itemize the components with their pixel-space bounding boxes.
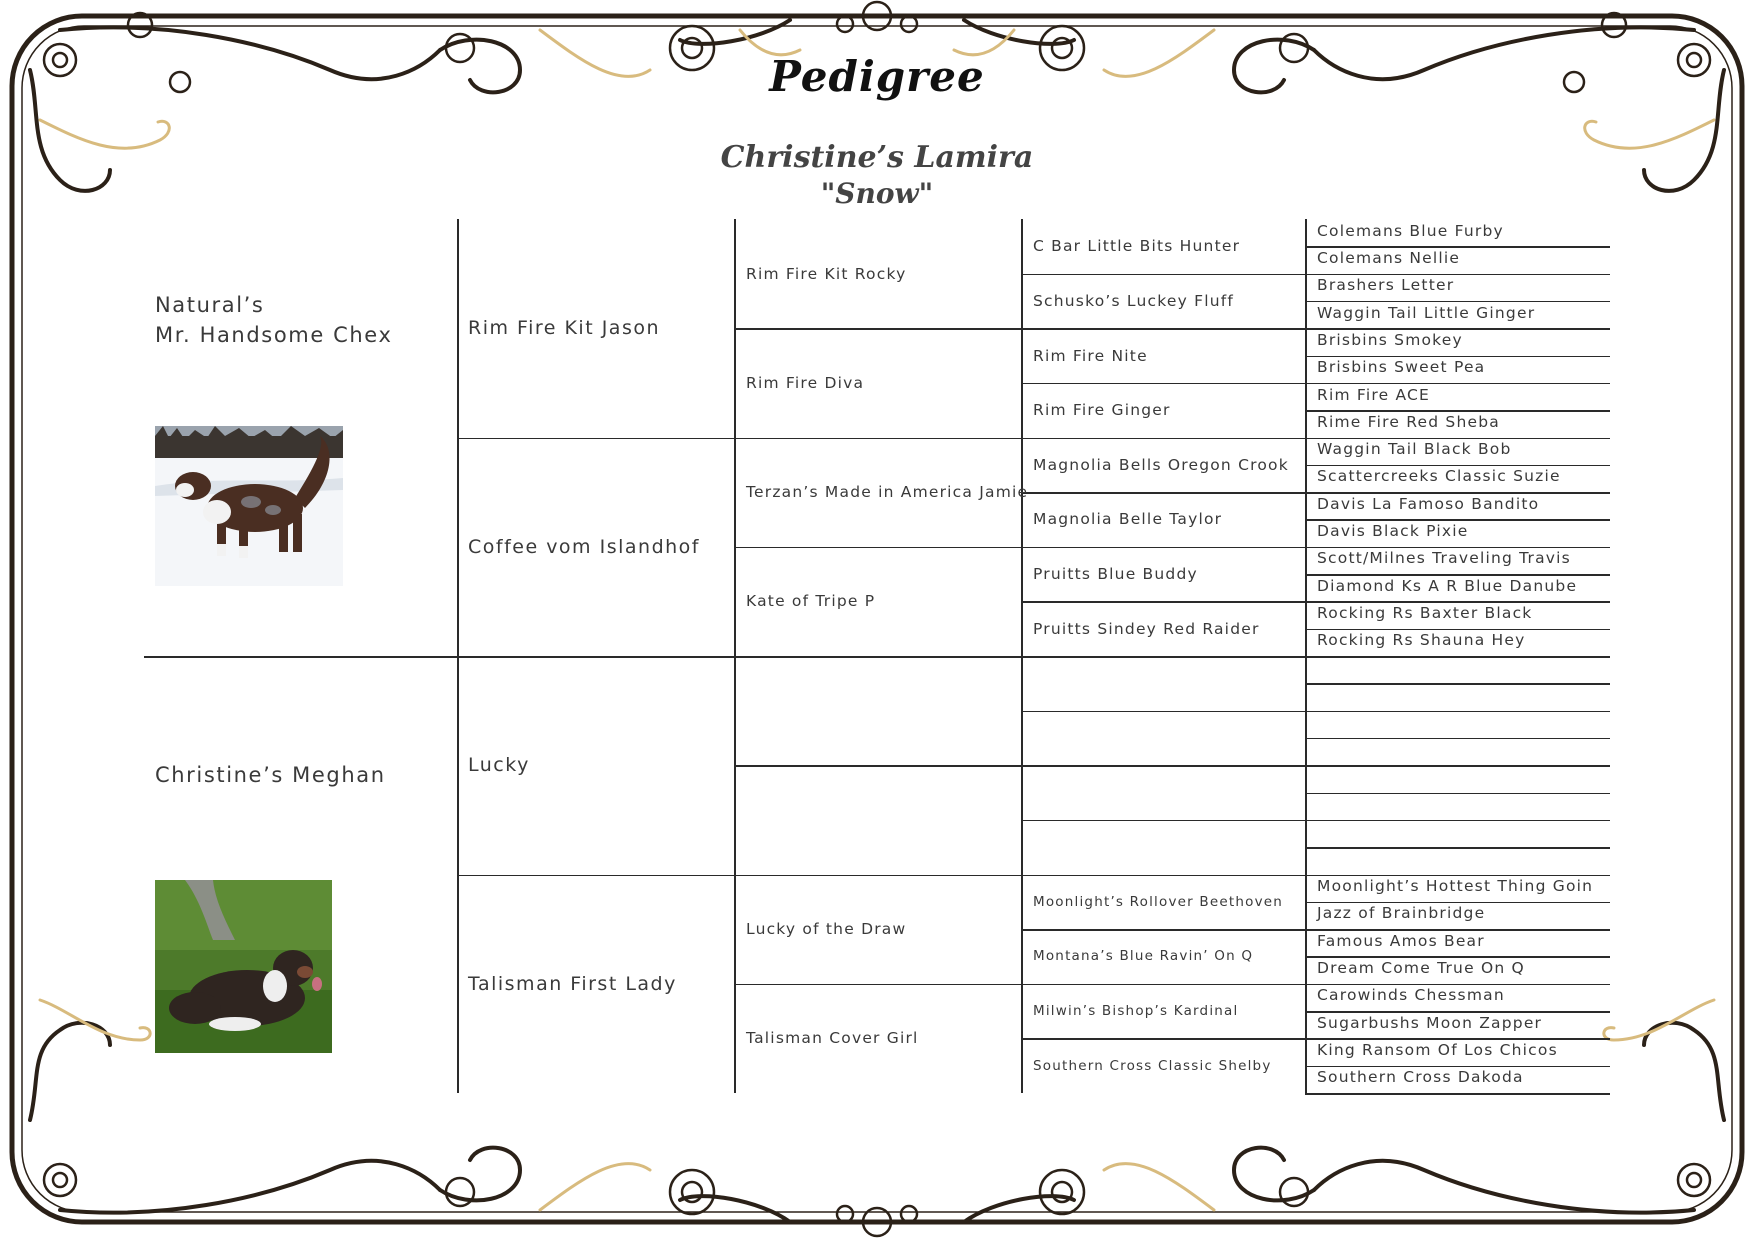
gen4-ancestor-name: Pruitts Blue Buddy — [1033, 565, 1198, 584]
dam-photo — [155, 880, 332, 1053]
gen4-ancestor-name: C Bar Little Bits Hunter — [1033, 237, 1241, 256]
row-divider — [457, 875, 734, 877]
row-divider — [1021, 274, 1305, 276]
row-divider — [1305, 410, 1610, 412]
row-divider — [1021, 929, 1305, 931]
row-divider — [1305, 328, 1610, 330]
row-divider — [1305, 1038, 1610, 1040]
gen5-ancestor-name: Southern Cross Dakoda — [1317, 1068, 1524, 1087]
gen5-ancestor-name: Rime Fire Red Sheba — [1317, 412, 1500, 431]
grandparent-name: Rim Fire Kit Jason — [468, 317, 661, 340]
gen5-ancestor-name: Brisbins Smokey — [1317, 330, 1463, 349]
row-divider — [1021, 547, 1305, 549]
row-divider — [1305, 492, 1610, 494]
gen5-ancestor-name: Famous Amos Bear — [1317, 931, 1485, 950]
row-divider — [1021, 820, 1305, 822]
great-grandparent-name: Terzan’s Made in America Jamie — [746, 483, 1029, 502]
row-divider — [734, 765, 1021, 767]
great-grandparent-name: Kate of Tripe P — [746, 592, 876, 611]
row-divider — [1021, 601, 1305, 603]
row-divider — [1305, 793, 1610, 795]
row-divider — [144, 656, 457, 658]
row-divider — [734, 656, 1021, 658]
gen4-ancestor-name: Magnolia Belle Taylor — [1033, 510, 1223, 529]
gen5-ancestor-name: Diamond Ks A R Blue Danube — [1317, 576, 1578, 595]
gen5-ancestor-name: Jazz of Brainbridge — [1317, 904, 1486, 923]
row-divider — [734, 984, 1021, 986]
sire-name — [155, 290, 392, 350]
gen5-ancestor-name: Waggin Tail Little Ginger — [1317, 303, 1536, 322]
row-divider — [1305, 1011, 1610, 1013]
row-divider — [1021, 492, 1305, 494]
gen4-ancestor-name: Pruitts Sindey Red Raider — [1033, 619, 1260, 638]
grandparent-name: Coffee vom Islandhof — [468, 535, 700, 558]
gen4-ancestor-name: Milwin’s Bishop’s Kardinal — [1033, 1003, 1239, 1020]
row-divider — [1305, 820, 1610, 822]
gen5-ancestor-name: Waggin Tail Black Bob — [1317, 440, 1512, 459]
gen4-ancestor-name: Rim Fire Nite — [1033, 346, 1148, 365]
row-divider — [734, 547, 1021, 549]
gen4-ancestor-name: Moonlight’s Rollover Beethoven — [1033, 893, 1284, 910]
great-grandparent-name: Lucky of the Draw — [746, 920, 907, 939]
row-divider — [1305, 246, 1610, 248]
row-divider — [1021, 1038, 1305, 1040]
gen5-ancestor-name: Sugarbushs Moon Zapper — [1317, 1013, 1543, 1032]
gen5-ancestor-name: Brisbins Sweet Pea — [1317, 358, 1486, 377]
dog-name: Christine’s Lamira — [720, 140, 1034, 175]
row-divider — [1305, 356, 1610, 358]
page-title: Pedigree — [769, 52, 985, 101]
row-divider — [1305, 519, 1610, 521]
gen5-ancestor-name: Carowinds Chessman — [1317, 986, 1505, 1005]
row-divider — [1021, 711, 1305, 713]
row-divider — [1305, 956, 1610, 958]
row-divider — [1305, 601, 1610, 603]
row-divider — [1305, 301, 1610, 303]
gen5-ancestor-name: Davis Black Pixie — [1317, 522, 1469, 541]
row-divider — [1021, 765, 1305, 767]
row-divider — [457, 656, 734, 658]
row-divider — [1305, 1066, 1610, 1068]
dam-name — [155, 760, 386, 790]
gen5-ancestor-name: Rocking Rs Shauna Hey — [1317, 631, 1526, 650]
great-grandparent-name: Talisman Cover Girl — [746, 1029, 919, 1048]
dog-call-name: "Snow" — [820, 177, 934, 210]
gen5-ancestor-name: Rim Fire ACE — [1317, 385, 1431, 404]
gen4-ancestor-name: Southern Cross Classic Shelby — [1033, 1057, 1272, 1074]
row-divider — [1021, 875, 1305, 877]
row-divider — [1021, 656, 1305, 658]
grandparent-name: Talisman First Lady — [468, 972, 677, 995]
row-divider — [1021, 984, 1305, 986]
gen5-ancestor-name: Scattercreeks Classic Suzie — [1317, 467, 1561, 486]
row-divider — [1305, 847, 1610, 849]
row-divider — [1305, 984, 1610, 986]
gen4-ancestor-name: Montana’s Blue Ravin’ On Q — [1033, 948, 1254, 965]
grandparent-name: Lucky — [468, 754, 530, 777]
row-divider — [734, 328, 1021, 330]
gen5-ancestor-name: King Ransom Of Los Chicos — [1317, 1041, 1558, 1060]
dam-name-line1: Christine’s Meghan — [155, 763, 386, 787]
gen5-ancestor-name: Scott/Milnes Traveling Travis — [1317, 549, 1571, 568]
great-grandparent-name: Rim Fire Diva — [746, 373, 865, 392]
gen4-ancestor-name: Schusko’s Luckey Fluff — [1033, 291, 1235, 310]
row-divider — [1305, 1093, 1610, 1095]
sire-photo — [155, 426, 343, 586]
row-divider — [1305, 656, 1610, 658]
gen5-ancestor-name: Colemans Nellie — [1317, 248, 1461, 267]
row-divider — [1305, 574, 1610, 576]
row-divider — [1305, 765, 1610, 767]
row-divider — [734, 875, 1021, 877]
gen4-ancestor-name: Magnolia Bells Oregon Crook — [1033, 455, 1289, 474]
row-divider — [1305, 465, 1610, 467]
row-divider — [1305, 683, 1610, 685]
row-divider — [1305, 902, 1610, 904]
gen5-ancestor-name: Moonlight’s Hottest Thing Goin — [1317, 877, 1594, 896]
row-divider — [1305, 274, 1610, 276]
row-divider — [1305, 547, 1610, 549]
row-divider — [734, 438, 1021, 440]
sire-name-line2: Mr. Handsome Chex — [155, 323, 393, 347]
gen4-ancestor-name: Rim Fire Ginger — [1033, 401, 1171, 420]
gen5-ancestor-name: Davis La Famoso Bandito — [1317, 494, 1540, 513]
row-divider — [1305, 738, 1610, 740]
row-divider — [1305, 383, 1610, 385]
gen5-ancestor-name: Brashers Letter — [1317, 276, 1455, 295]
row-divider — [1021, 438, 1305, 440]
row-divider — [1305, 629, 1610, 631]
row-divider — [1305, 929, 1610, 931]
row-divider — [457, 438, 734, 440]
row-divider — [1305, 875, 1610, 877]
gen5-ancestor-name: Rocking Rs Baxter Black — [1317, 604, 1533, 623]
great-grandparent-name: Rim Fire Kit Rocky — [746, 264, 907, 283]
row-divider — [1305, 711, 1610, 713]
gen5-ancestor-name: Dream Come True On Q — [1317, 959, 1525, 978]
gen5-ancestor-name: Colemans Blue Furby — [1317, 221, 1504, 240]
row-divider — [1305, 438, 1610, 440]
row-divider — [1021, 328, 1305, 330]
row-divider — [1021, 383, 1305, 385]
sire-name-line1: Natural’s — [155, 293, 265, 317]
